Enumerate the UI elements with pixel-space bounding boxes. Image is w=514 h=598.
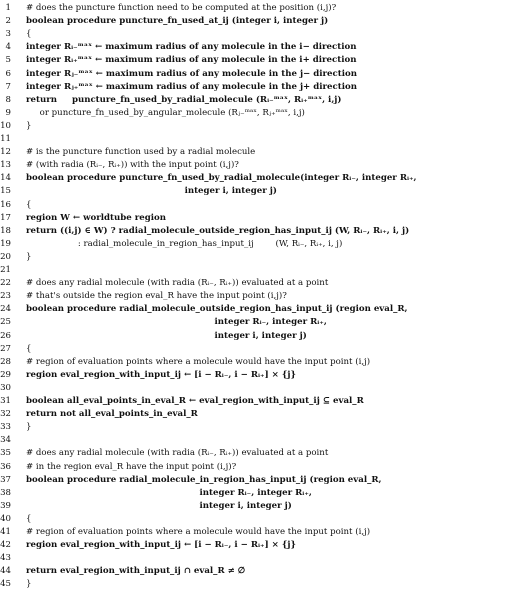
code-line [0, 251, 514, 264]
line-number: 9 [5, 107, 11, 118]
code-text: integer Rᵢ₊ᵐᵃˣ ← maximum radius of any molecule in the i+ direction [26, 55, 357, 66]
code-text: or puncture_fn_used_by_angular_molecule (Rⱼ₋ᵐᵃˣ, Rⱼ₊ᵐᵃˣ, i,j) [26, 107, 305, 118]
code-line [0, 133, 514, 146]
code-text: return ((i,j) ∈ W) ? radial_molecule_outside_region_has_input_ij (W, Rᵢ₋, Rᵢ₊, i, j) [26, 225, 410, 236]
code-line [0, 199, 514, 212]
code-line [0, 225, 514, 238]
code-text: # does any radial molecule (with radia (Rᵢ₋, Rᵢ₊)) evaluated at a point [26, 278, 329, 289]
code-line [0, 382, 514, 395]
line-number: 45 [0, 579, 11, 590]
code-line [0, 2, 514, 15]
code-text: # (with radia (Rᵢ₋, Rᵢ₊)) with the input point (i,j)? [26, 160, 239, 171]
code-text: boolean all_eval_points_in_eval_R ← eval_region_with_input_ij ⊆ eval_R [26, 396, 364, 406]
code-text: boolean procedure radial_molecule_outside_region_has_input_ij (region eval_R, [26, 304, 408, 315]
line-number: 20 [0, 251, 11, 262]
line-number: 4 [5, 42, 11, 53]
code-line [0, 343, 514, 356]
code-line [0, 172, 514, 185]
code-text: region W ← worldtube region [26, 212, 166, 223]
line-number: 29 [0, 369, 11, 380]
code-text: { [26, 29, 32, 40]
code-line [0, 330, 514, 343]
code-line [0, 212, 514, 225]
code-text: } [26, 422, 32, 433]
line-number: 25 [0, 317, 11, 328]
line-number: 12 [0, 147, 11, 158]
code-line [0, 41, 514, 54]
code-line [0, 487, 514, 500]
line-number: 41 [0, 527, 11, 537]
code-line [0, 159, 514, 172]
line-number: 27 [0, 343, 11, 354]
code-line [0, 185, 514, 198]
line-number: 14 [0, 173, 11, 184]
line-number: 39 [0, 500, 11, 511]
code-line [0, 68, 514, 81]
line-number: 22 [0, 278, 11, 289]
line-number: 19 [0, 238, 11, 249]
line-number: 34 [0, 435, 11, 446]
code-line [0, 421, 514, 434]
code-line [0, 434, 514, 447]
code-line [0, 447, 514, 460]
code-line [0, 526, 514, 539]
line-number: 43 [0, 553, 11, 564]
code-line [0, 474, 514, 487]
code-text: integer i, integer j) [26, 500, 292, 511]
code-line [0, 356, 514, 369]
code-line [0, 303, 514, 316]
code-line [0, 461, 514, 474]
line-number: 26 [0, 330, 11, 341]
code-line [0, 277, 514, 290]
line-number: 2 [5, 16, 11, 27]
code-text: integer Rⱼ₊ᵐᵃˣ ← maximum radius of any molecule in the j+ direction [26, 81, 357, 92]
line-number: 15 [0, 186, 11, 197]
code-text: # region of evaluation points where a molecule would have the input point (i,j) [26, 356, 371, 367]
code-line [0, 107, 514, 120]
line-number: 28 [0, 356, 11, 367]
line-number: 44 [0, 566, 11, 577]
line-number: 3 [5, 29, 11, 40]
code-text: # that's outside the region eval_R have the input point (i,j)? [26, 291, 287, 302]
code-text: integer i, integer j) [26, 330, 307, 341]
code-line [0, 316, 514, 329]
code-text: integer i, integer j) [26, 186, 277, 197]
code-text: return eval_region_with_input_ij ∩ eval_R ≠ ∅ [26, 566, 246, 577]
code-text: } [26, 120, 32, 131]
code-text: } [26, 579, 32, 590]
code-text: integer Rᵢ₋, integer Rᵢ₊, [26, 487, 312, 498]
code-line [0, 513, 514, 526]
line-number: 40 [0, 513, 11, 524]
line-number: 35 [0, 448, 11, 459]
code-line [0, 81, 514, 94]
code-line [0, 94, 514, 107]
code-text: boolean procedure puncture_fn_used_at_ij (integer i, integer j) [26, 16, 329, 27]
line-number: 13 [0, 160, 11, 171]
code-line [0, 290, 514, 303]
line-number: 8 [5, 94, 11, 105]
code-line [0, 578, 514, 591]
code-text: : radial_molecule_in_region_has_input_ij (W, Rᵢ₋, Rᵢ₊, i, j) [26, 238, 343, 249]
line-number: 5 [5, 55, 11, 66]
code-line [0, 146, 514, 159]
code-line [0, 500, 514, 513]
code-text: region eval_region_with_input_ij ← [i − Rᵢ₋, i − Rᵢ₊] × {j} [26, 369, 296, 380]
line-number: 6 [5, 68, 11, 79]
line-number: 38 [0, 487, 11, 498]
line-number: 31 [0, 396, 11, 406]
code-text: region eval_region_with_input_ij ← [i − Rᵢ₋, i − Rᵢ₊] × {j} [26, 540, 296, 551]
code-text: { [26, 343, 32, 354]
line-number: 17 [0, 212, 11, 223]
line-number: 33 [0, 422, 11, 433]
code-text: # is the puncture function used by a radial molecule [26, 147, 256, 158]
code-line [0, 15, 514, 28]
code-text: } [26, 251, 32, 262]
code-line [0, 369, 514, 382]
line-number: 36 [0, 461, 11, 472]
line-number: 1 [5, 3, 11, 13]
code-line [0, 28, 514, 41]
code-line [0, 408, 514, 421]
line-number: 30 [0, 382, 11, 393]
code-text: integer Rᵢ₋, integer Rᵢ₊, [26, 317, 327, 328]
code-line [0, 552, 514, 565]
line-number: 42 [0, 540, 11, 551]
code-text: integer Rⱼ₋ᵐᵃˣ ← maximum radius of any molecule in the j− direction [26, 68, 357, 79]
code-text: # does the puncture function need to be computed at the position (i,j)? [26, 3, 337, 13]
code-text: { [26, 199, 32, 210]
code-text: # region of evaluation points where a molecule would have the input point (i,j) [26, 527, 371, 537]
line-number: 11 [0, 134, 11, 144]
line-number: 24 [0, 304, 11, 315]
line-number: 16 [0, 199, 11, 210]
line-number: 7 [5, 81, 11, 92]
code-line [0, 539, 514, 552]
code-text: boolean procedure radial_molecule_in_region_has_input_ij (region eval_R, [26, 474, 382, 485]
code-line [0, 54, 514, 67]
line-number: 10 [0, 120, 11, 131]
line-number: 23 [0, 291, 11, 302]
code-text: integer Rᵢ₋ᵐᵃˣ ← maximum radius of any molecule in the i− direction [26, 42, 357, 53]
code-text: return not all_eval_points_in_eval_R [26, 409, 198, 420]
code-text: return puncture_fn_used_by_radial_molecule (Rᵢ₋ᵐᵃˣ, Rᵢ₊ᵐᵃˣ, i,j) [26, 94, 342, 105]
code-line [0, 120, 514, 133]
line-number: 21 [0, 265, 11, 275]
line-number: 37 [0, 474, 11, 485]
code-text: # does any radial molecule (with radia (Rᵢ₋, Rᵢ₊)) evaluated at a point [26, 448, 329, 459]
line-number: 32 [0, 409, 11, 420]
line-number: 18 [0, 225, 11, 236]
code-text: # in the region eval_R have the input point (i,j)? [26, 461, 237, 472]
code-text: boolean procedure puncture_fn_used_by_radial_molecule(integer Rᵢ₋, integer Rᵢ₊, [26, 173, 417, 184]
code-line [0, 395, 514, 408]
code-line [0, 264, 514, 277]
code-text: { [26, 513, 32, 524]
code-line [0, 565, 514, 578]
code-line [0, 238, 514, 251]
